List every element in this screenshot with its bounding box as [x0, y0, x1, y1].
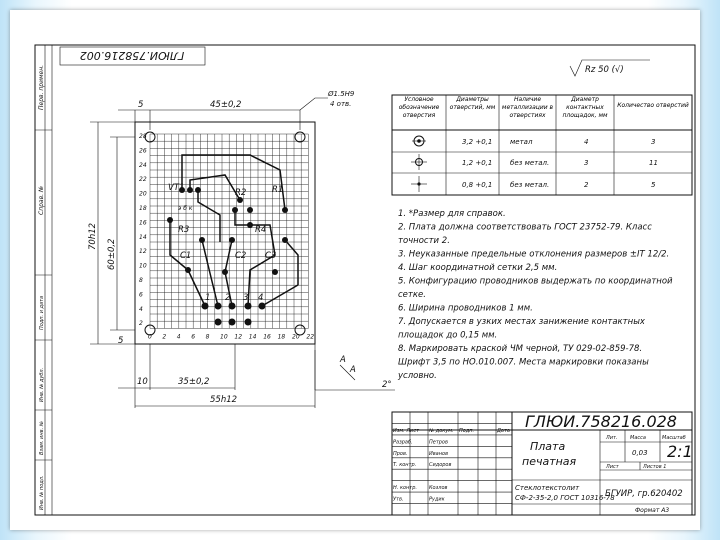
- lit-header: Лит.: [606, 435, 618, 441]
- tb-role: Н. контр.: [393, 485, 417, 492]
- y-tick-label: 12: [139, 248, 147, 256]
- tb-name: Рудик: [429, 496, 445, 503]
- y-tick-label: 22: [139, 176, 147, 184]
- label-c3: C3: [265, 251, 277, 261]
- pin-label-1: 1: [205, 293, 211, 303]
- x-tick-label: 14: [248, 333, 257, 341]
- y-tick-label: 10: [139, 262, 147, 270]
- vzam-label: Взам. инв. №: [39, 421, 45, 455]
- table-header-metal: Наличие металлизации в отверстиях: [501, 96, 554, 119]
- x-tick-label: 12: [234, 333, 243, 341]
- row1-pad: 4: [584, 138, 589, 146]
- tb-sign: Подп.: [459, 427, 475, 434]
- material-1: Стеклотекстолит: [515, 484, 580, 492]
- table-header-pad: Диаметр контактных площадок, мм: [562, 96, 608, 119]
- note-line: 2. Плата должна соответствовать ГОСТ 23752-79. Класс: [398, 222, 652, 233]
- row2-diam: 1,2 +0,1: [462, 159, 493, 167]
- note-line: 8. Маркировать краской ЧМ черной, ТУ 029-02-859-78.: [398, 344, 643, 354]
- mass-header: Масса: [630, 435, 646, 441]
- material-2: СФ-2-35-2,0 ГОСТ 10316-78: [515, 494, 615, 502]
- dim-top-mid: 45±0,2: [210, 100, 242, 110]
- format-label: Формат А3: [635, 507, 670, 514]
- note-line: 6. Ширина проводников 1 мм.: [398, 303, 533, 314]
- label-r3: R3: [178, 225, 190, 235]
- note-line: 7. Допускается в узких местах занижение контактных: [398, 317, 645, 327]
- note-line: площадок до 0,15 мм.: [398, 330, 498, 341]
- tb-name: № докум.: [429, 427, 454, 434]
- pin-label-2: 2: [225, 293, 231, 303]
- note-line: Шрифт 3,5 по НО.010.007. Места маркировки показаны: [398, 357, 649, 368]
- hole-symbol-small-icon: [411, 176, 427, 192]
- x-tick-label: 4: [176, 333, 181, 341]
- row3-pad: 2: [584, 181, 589, 189]
- x-tick-labels: [148, 333, 314, 340]
- label-r2: R2: [235, 188, 247, 198]
- note-line: 3. Неуказанные предельные отклонения размеров ±IT 12/2.: [398, 249, 670, 260]
- part-name-2: печатная: [522, 455, 577, 468]
- table-header-diameter: Диаметры отверстий, мм: [449, 96, 496, 111]
- trace: [262, 240, 298, 306]
- note-line: 5. Конфигурацию проводников выдержать по координатной: [398, 276, 673, 287]
- x-tick-label: 18: [277, 333, 286, 341]
- dim-height-outer: 70h12: [88, 222, 98, 250]
- hole-symbol-medium-icon: [411, 154, 427, 170]
- tb-name: Сидоров: [429, 462, 452, 469]
- sheet-label: Лист: [606, 464, 619, 470]
- dim-height-inner: 60±0,2: [107, 238, 117, 270]
- title-block: [392, 412, 693, 515]
- pin-label-4: 4: [258, 293, 264, 303]
- dim-top-left: 5: [138, 100, 144, 110]
- tb-date: Дата: [497, 427, 510, 434]
- technical-notes: [397, 209, 673, 381]
- x-tick-label: 8: [205, 333, 210, 341]
- dim-left-small: 5: [118, 336, 124, 346]
- row2-metal: без метал.: [510, 159, 550, 167]
- title-block-signatures: [392, 412, 512, 515]
- note-line: сетке.: [398, 290, 426, 300]
- view-a-label: A: [340, 355, 346, 365]
- pin-label-3: 3: [243, 293, 249, 303]
- hole-symbol-large-icon: [412, 136, 426, 146]
- label-r4: R4: [255, 225, 267, 235]
- x-tick-label: 6: [191, 333, 196, 341]
- label-vt1: VT1: [168, 183, 185, 193]
- hole-note-1: Ø1.5Н9: [328, 90, 355, 98]
- row3-count: 5: [651, 181, 656, 189]
- tb-role: Пров.: [393, 450, 408, 457]
- note-line: 4. Шаг координатной сетки 2,5 мм.: [398, 263, 558, 273]
- drawing-sheet: [10, 10, 700, 530]
- hole-note-2: 4 отв.: [330, 100, 352, 108]
- y-tick-label: 2: [139, 320, 143, 328]
- y-tick-label: 26: [139, 147, 147, 155]
- row1-metal: метал: [510, 138, 533, 146]
- row1-count: 3: [651, 138, 656, 146]
- x-tick-label: 20: [292, 333, 300, 341]
- dim-bottom-b: 35±0,2: [178, 377, 210, 387]
- angle-dim: 2°: [382, 380, 392, 390]
- y-tick-label: 28: [139, 133, 147, 140]
- sign-date-label: Подп. и дата: [39, 295, 45, 330]
- label-c2: C2: [235, 251, 247, 261]
- mount-hole: [295, 132, 305, 142]
- tb-role: Разраб.: [393, 439, 413, 446]
- y-tick-labels: [139, 133, 147, 327]
- inv-dubl-label: Инв. № дубл.: [39, 367, 45, 402]
- y-tick-label: 4: [139, 305, 143, 313]
- x-tick-label: 10: [220, 333, 228, 341]
- trace: [198, 190, 220, 242]
- y-tick-label: 20: [139, 190, 147, 198]
- row3-metal: без метал.: [510, 181, 550, 189]
- label-ebk: э б к: [178, 205, 193, 212]
- note-line: точности 2.: [398, 236, 450, 246]
- hole-table: [392, 95, 692, 195]
- view-a-label-2: A: [350, 365, 356, 375]
- tb-role: Утв.: [393, 496, 404, 503]
- roughness-value: Rz 50 (√): [585, 65, 624, 75]
- x-tick-label: 22: [306, 333, 315, 341]
- y-tick-label: 24: [139, 161, 147, 169]
- x-tick-label: 2: [162, 333, 167, 341]
- y-tick-label: 16: [139, 219, 147, 227]
- scale-header: Масштаб: [662, 435, 686, 441]
- dim-bottom-a: 10: [137, 377, 148, 387]
- organization: БГУИР, гр.620402: [605, 489, 683, 499]
- note-line: условно.: [398, 371, 437, 381]
- top-code: ГЛЮИ.758216.002: [79, 49, 185, 62]
- y-tick-label: 14: [139, 233, 147, 241]
- row2-pad: 3: [584, 159, 589, 167]
- scale-value: 2:1: [667, 442, 693, 461]
- tb-name: Петров: [429, 439, 448, 446]
- tb-role: Т. контр.: [393, 462, 417, 469]
- inv-label: Инв. № подл.: [39, 475, 45, 510]
- table-header-symbol: Условное обозначение отверстия: [398, 96, 440, 119]
- row1-diam: 3,2 +0,1: [462, 138, 493, 146]
- tb-name: Иванов: [429, 450, 449, 457]
- pcb-board: [135, 122, 315, 344]
- x-tick-label: 16: [263, 333, 271, 341]
- y-tick-label: 18: [139, 205, 147, 212]
- tb-name: Козлов: [429, 485, 448, 492]
- row3-diam: 0,8 +0,1: [462, 181, 493, 189]
- sprav-label: Справ. №: [38, 185, 45, 215]
- title-code: ГЛЮИ.758216.028: [525, 412, 677, 431]
- dim-bottom-total: 55h12: [210, 395, 238, 405]
- technical-drawing: [10, 10, 700, 530]
- x-tick-label: 0: [148, 333, 152, 341]
- tb-role: Изм. Лист: [393, 427, 420, 434]
- row2-count: 11: [649, 159, 658, 167]
- note-line: 1. *Размер для справок.: [398, 209, 506, 219]
- label-c1: C1: [180, 251, 192, 261]
- perv-primen-label: Перв. примен.: [38, 64, 45, 110]
- label-r1: R1: [272, 185, 284, 195]
- y-tick-label: 8: [139, 277, 143, 284]
- sheets-label: Листов 1: [643, 464, 667, 470]
- part-name-1: Плата: [530, 440, 566, 453]
- mass-value: 0,03: [632, 449, 648, 457]
- table-header-count: Количество отверстий: [617, 102, 689, 109]
- y-tick-label: 6: [139, 291, 143, 299]
